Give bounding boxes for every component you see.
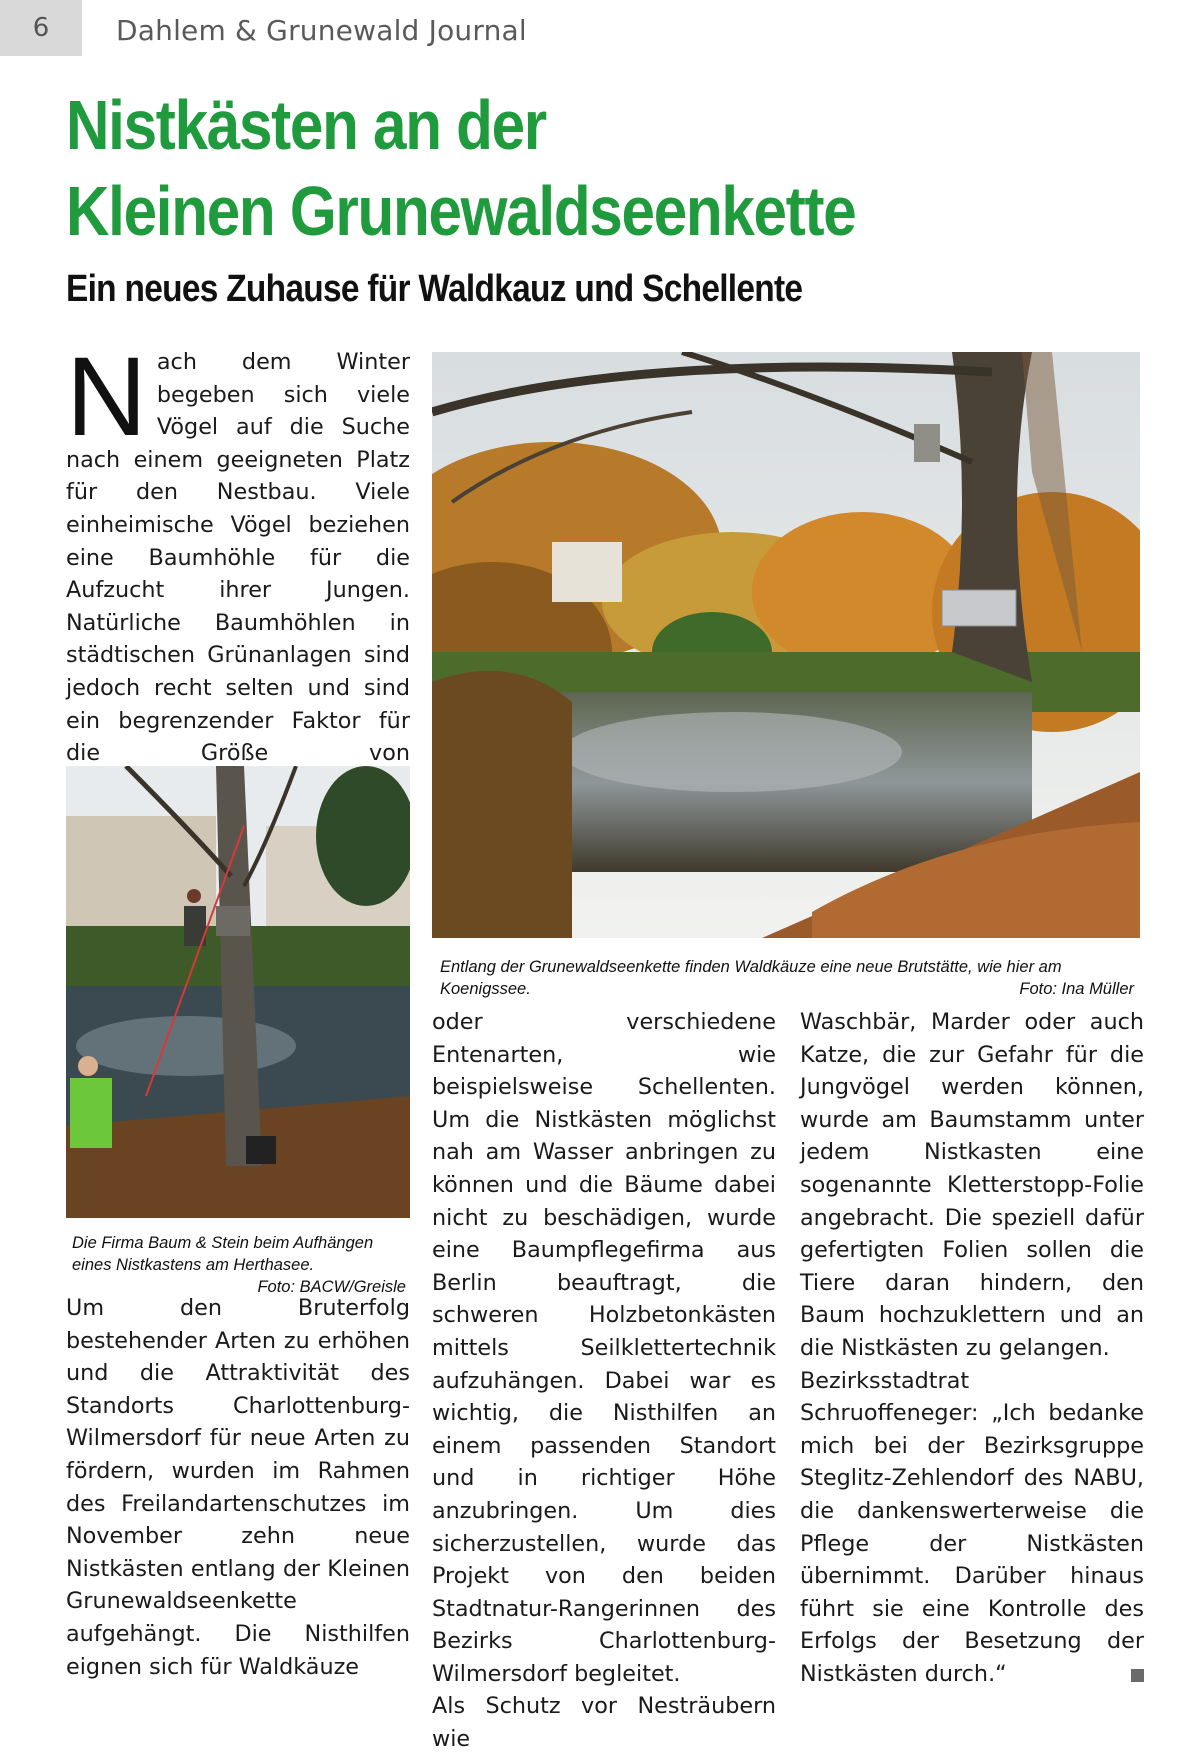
main-photo bbox=[432, 352, 1140, 938]
small-caption-text: Die Firma Baum & Stein beim Aufhängen eines Nistkastens am Herthasee. bbox=[72, 1234, 374, 1274]
col2-paragraph-2: Als Schutz vor Nesträubern wie bbox=[432, 1693, 776, 1753]
main-photo-credit: Foto: Ina Müller bbox=[1019, 980, 1134, 998]
body-column-3 bbox=[800, 1006, 1144, 1690]
dropcap: N bbox=[66, 334, 147, 459]
headline bbox=[66, 82, 1012, 254]
main-photo-caption bbox=[440, 956, 1134, 1000]
end-mark-icon bbox=[1131, 1669, 1144, 1682]
body-column-1 bbox=[66, 1292, 410, 1683]
small-photo-credit: Foto: BACW/Greisle bbox=[257, 1278, 406, 1296]
col3-paragraph-2-text: Bezirksstadtrat Schruoffeneger: „Ich bedanke mich bei der Bezirksgruppe Steglitz-Zehlendorf des NABU, die dankenswerterweise die Pflege der Nistkästen übernimmt. Darüber hinaus führt sie eine Kontrolle des Erfolgs der Besetzung der Nistkästen durch.“ bbox=[800, 1367, 1144, 1687]
subheadline: Ein neues Zuhause für Waldkauz und Schellente bbox=[66, 268, 803, 310]
small-photo-caption bbox=[72, 1232, 406, 1298]
headline-line-2: Kleinen Grunewaldseenkette bbox=[66, 172, 856, 250]
col3-paragraph-1: Waschbär, Marder oder auch Katze, die zur Gefahr für die Jungvögel werden können, wurde am Baumstamm unter jedem Nistkasten eine sogenannte Kletterstopp-Folie angebracht. Die speziell dafür gefertigten Folien sollen die Tiere daran hindern, den Baum hochzuklettern und an die Nistkästen zu gelangen. bbox=[800, 1009, 1144, 1361]
body-column-2 bbox=[432, 1006, 776, 1756]
col2-paragraph-1: oder verschiedene Entenarten, wie beispielsweise Schellenten. Um die Nistkästen möglichst nah am Wasser anbringen zu können und die Bäume dabei nicht zu beschädigen, wurde eine Baumpflegefirma aus Berlin beauftragt, die schweren Holzbetonkästen mittels Seilklettertechnik aufzuhängen. Dabei war es wichtig, die Nisthilfen an einem passenden Standort und in richtiger Höhe anzubringen. Um dies sicherzustellen, wurde das Projekt von den beiden Stadtnatur-Rangerinnen des Bezirks Charlottenburg-Wilmersdorf begleitet. bbox=[432, 1009, 776, 1687]
intro-paragraph: ach dem Winter begeben sich viele Vögel auf die Suche nach einem geeigneten Platz für den Nestbau. Viele einheimische Vögel beziehen eine Baumhöhle für die Aufzucht ihrer Jungen. Natürliche Baumhöhlen in städtischen Grünanlagen sind jedoch recht selten und sind ein begrenzender Faktor für die Größe von bbox=[66, 349, 410, 767]
col1-paragraph: Um den Bruterfolg bestehender Arten zu erhöhen und die Attraktivität des Standorts Charlottenburg-Wilmersdorf für neue Arten zu fördern, wurden im Rahmen des Freilandartenschutzes im November zehn neue Nistkästen entlang der Kleinen Grunewaldseenkette aufgehängt. Die Nisthilfen eignen sich für Waldkäuze bbox=[66, 1295, 410, 1680]
main-caption-text: Entlang der Grunewaldseenkette finden Waldkäuze eine neue Brutstätte, wie hier am Koenigssee. bbox=[440, 958, 1062, 998]
intro-column bbox=[66, 334, 410, 802]
col3-paragraph-2 bbox=[800, 1365, 1144, 1691]
small-photo bbox=[66, 766, 410, 1218]
journal-title: Dahlem & Grunewald Journal bbox=[116, 14, 527, 47]
page-number: 6 bbox=[0, 0, 82, 56]
headline-line-1: Nistkästen an der bbox=[66, 86, 546, 164]
